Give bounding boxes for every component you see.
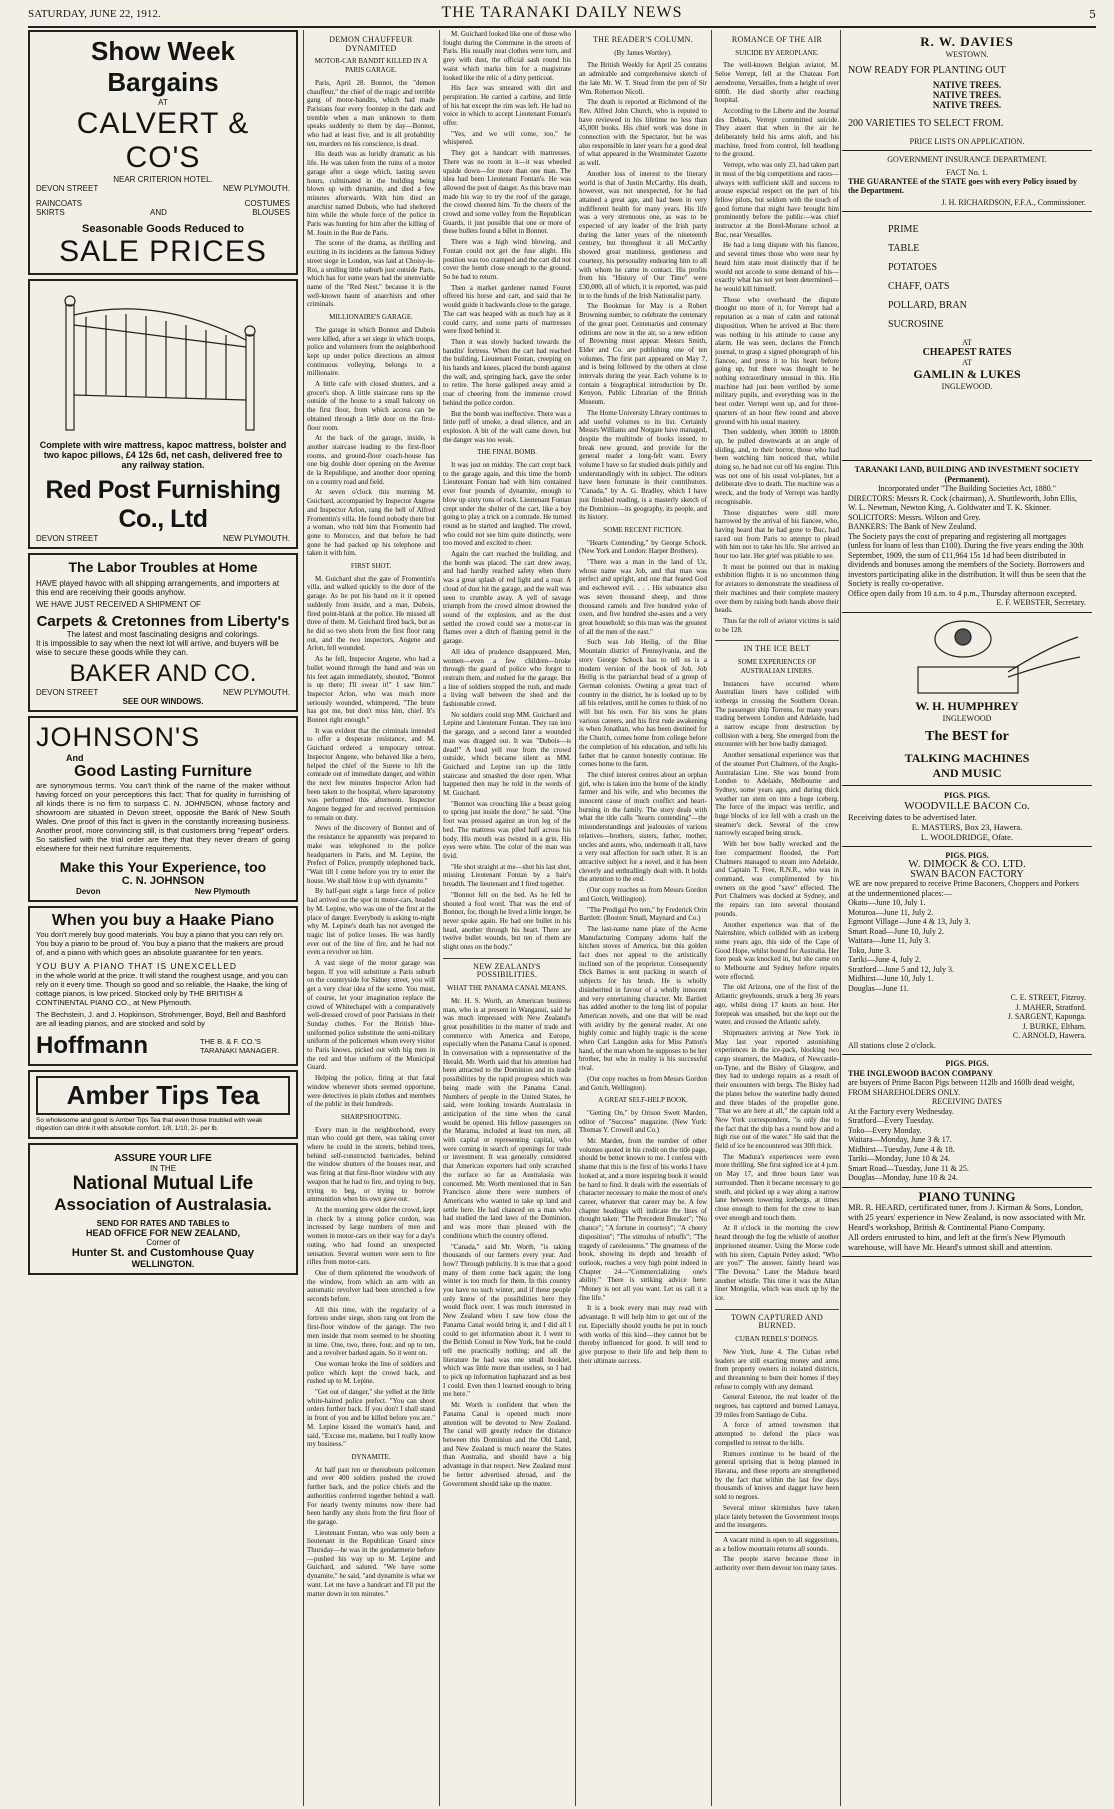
paragraph: All this time, with the regularity of a fortress under siege, shots rang out from the first-floor window of the garage. The two men inside that room seemed to be shooting in time. One, two, three, four, and up to ten, and a revolver barked again. So it went on. <box>307 1305 435 1358</box>
paragraph: The old Arizona, one of the first of the Atlantic greyhounds, struck a berg 36 years ago, whilst doing 17 knots an hour. Her forepeak was smashed, but she kept out the water, and crossed the Atlantic safely. <box>715 983 839 1027</box>
calvert-town: NEW PLYMOUTH. <box>223 184 290 193</box>
johnson-devon: Devon <box>76 887 101 896</box>
article-subheading: CUBAN REBELS' DOINGS. <box>735 1335 819 1344</box>
paragraph: At the back of the garage, inside, is another staircase leading to the first-floor rooms, and ground-floor coach-house has one big double door opening on the Avenue de la Republique, and another door opening on a country road and field. <box>307 434 435 486</box>
insurance-head: GOVERNMENT INSURANCE DEPARTMENT. <box>887 155 1047 164</box>
paragraph: Such was Job Heilig, of the Blue Mountain district of Pennsylvania, and the story George Schock has to tell us is a modern version of the book of Job. Job Heilig is the patriarchal head of a group of German colonists. Owning a great tract of country in the district, he is looked up to by all his relatives, until he comes to think of no will but his own. For his sons he plans various careers, and his first rude awakening is when Jonathan, who has been destined for the Church, comes home from college before the completion of his education, and tells his father that he cannot honestly continue. He comes home to the farm. <box>579 638 707 769</box>
society-body: The Society pays the cost of preparing and registering all mortgages (unless for loans of less than £100). During the five years ending the 30th September, 1909, the sum of £11,964 15s 1d had been distributed in dividends and bonuses among the members of the Society. Borrowers and investors participating alike in the distribution. It will thus be seen that the Society is really co-operative. <box>848 531 1086 588</box>
baker-town: NEW PLYMOUTH. <box>223 688 290 697</box>
national-mutual-advert <box>28 1143 298 1275</box>
item-and: AND <box>150 208 167 217</box>
article-subheading: MILLIONAIRE'S GARAGE. <box>329 313 413 322</box>
davies-tree: NATIVE TREES. <box>932 100 1002 110</box>
calvert-reduced: Seasonable Goods Reduced to <box>82 223 244 235</box>
inglewood-place: Stratford—Every Tuesday. <box>848 1116 934 1125</box>
paragraph: Rumors continue to be heard of the general uprising that is being planned in Havana, and these reports are strengthened by the fact that within the last few days thousands of knives and dagger have been sold to negroes. <box>715 1449 839 1502</box>
paragraph: Every man in the neighborhood, every man who could get there, was taking cover where he could in the streets, behind trees, behind self-constructed barricades, behind the window shutters of the houses near, and was firing at that first-floor window with any weapon that he had to fire, and trying to buy, trying to beg, or trying to borrow ammunition when his own gave out. <box>307 1125 435 1204</box>
johnson-advert <box>28 716 298 902</box>
amber-tips-body: So wholesome and good is Amber Tips Tea that even those troubled with weak digestion can drink it with absolute comfort. 1/8, 1/10, 2/- per lb. <box>36 1117 263 1132</box>
nm-assoc: Association of Australasia. <box>54 1195 272 1214</box>
amber-tips-heading: Amber Tips Tea <box>36 1076 290 1115</box>
paragraph: Shipmasters arriving at New York in May last year reported astonishing experiences in the ice-pack, blocking two cargo steamers, the Madura, of Newcastle-on-Tyne, and the Bisley of Glasgow, and they had to undergo repairs as a result of their encounters with bergs. The Bisley had the plates below the waterline badly dented and three blades of the propeller gone. "That we are here at all," the captain told a New York correspondent, "is only due to the fact that the ship has a round bow and a high rise out of the water." He said that the field of ice he encountered was 30ft thick. <box>715 1028 839 1151</box>
paragraph: Those dispatches were still more harrowed by the arrival of his fiancee, who, having heard that he had gone to Buc, had raced out from Paris to attempt to plead with him not to take his life. She arrived an hour too late. Her grief was pitiable to see. <box>715 508 839 561</box>
article-heading: DEMON CHAUFFEUR DYNAMITED <box>329 35 413 53</box>
masthead-title: THE TARANAKI DAILY NEWS <box>441 4 683 21</box>
davies-place: WESTOWN. <box>945 50 989 59</box>
paragraph: At seven o'clock this morning M. Guichard, accompanied by Inspector Angene and Inspector Arlon, rang the bell of Alfred Fromentin's villa. He found nobody there but a woman, who told him that Fromentin had gone to Morocco, and that before he had gone he had packed up his telephone and taken it with him. <box>307 488 435 558</box>
paragraph: Those who overheard the dispute thought no more of it, for Verrept had a reputation as a man of calm and rational disposition. When he arrived at Buc there was nothing in his attitude to cause any alarm. He was seen, declares the French journal, to grasp a signed photograph of his fiancee, and press it to his heart before going up, but there was thought to be nothing extraordinary unusual in this. His machine had just been verified by some military pupils, and everything was in the best order. Verrept went up, and for three-quarters of an hour flew round and above ground with his usual mastery. <box>715 295 839 426</box>
nm-hunter: Hunter St. and Customhouse Quay <box>71 1247 255 1259</box>
haake-unexcelled: YOU BUY A PIANO THAT IS UNEXCELLED <box>36 961 238 971</box>
column-rule <box>303 30 304 1806</box>
paragraph: A force of armed townsmen that attempted to defend the place was compelled to retreat to the hills. <box>715 1421 839 1447</box>
paragraph: At the morning grew older the crowd, kept in check by a strong police cordon, was increased by large numbers of men and women in motor-cars on their way for a day's outing, who had found an unexpected sensation. Several women were seen to fire rifles from motor-cars. <box>307 1206 435 1267</box>
paragraph: Another experience was that of the Nairnshire, which collided with an iceberg some years ago, this side of the Cape of Good Hope, whilst bound for Australia. Her fore peak was knocked in, but she came on to Melbourne and Sydney before repairs were effected. <box>715 920 839 981</box>
nm-assure: ASSURE YOUR LIFE <box>114 1153 212 1164</box>
carpets-latest: The latest and most fascinating designs and colorings. <box>66 630 260 639</box>
article-heading: IN THE ICE BELT <box>715 640 839 654</box>
gamlin-at: AT <box>962 338 972 347</box>
nm-corner: Corner of <box>146 1238 180 1247</box>
article-heading: TOWN CAPTURED AND BURNED. <box>715 1309 839 1331</box>
davies-advert <box>842 30 1092 151</box>
piano-tuning-body: MR. R. HEARD, certificated tuner, from J. Kirman & Sons, London, with 25 years' experience in New Zealand, is now associated with Mr. Heard's workshop, British & Continental Piano Company. <box>848 1201 1086 1232</box>
hoffmann-brand: Hoffmann <box>36 1032 148 1059</box>
paragraph: With her bow badly wrecked and the fore compartment flooded, the Port Chalmers managed to steam into Adelaide, and Captain T. Free, R.N.R., who was in command, was complimented by his owners on the good "save" effected. The Port Chalmers was docked at Sydney, and the repairs ran into several thousand pounds. <box>715 840 839 918</box>
swan-place: Midhirst—June 10, July 1. <box>848 974 934 983</box>
nm-wellington: WELLINGTON. <box>131 1259 195 1269</box>
paragraph: It was evident that the criminals intended to offer a desperate resistance, and M. Guichard ordered a temporary retreat. Inspector Angene, who behaved like a hero, helped the chief of the Surete to lift the comrade out of immediate danger, and within the next few minutes Inspector Arlon had been taken to the hospital, where laparotomy was performed this afternoon. Inspector Angene begged for and received permission to remain on duty. <box>307 726 435 822</box>
paragraph: His face was smeared with dirt and perspiration. He carried a carbine, and little of his hat except the rim was left. He had no voice in which to accept Lieutenant Fontan's offer. <box>443 84 571 128</box>
pigs-heading: PIGS. PIGS. <box>943 789 991 800</box>
article-heading: NEW ZEALAND'S POSSIBILITIES. <box>443 958 571 980</box>
advertisements-left-column <box>28 30 298 1806</box>
haake-heading: When you buy a Haake Piano <box>51 912 275 929</box>
paragraph: They got a handcart with mattresses. There was no room in it—it was wheeled upside down—for more than one man. The idea had been Lieutenant Fontan's. He was allowed the post of danger. As this brave man made his way to try the roof of the garage, the crowd cheered him. To the cheers of the crowd and some volley from the Republican Guards, it just possible that one or more of these bullets found a billet in Bonnot. <box>443 149 571 236</box>
johnson-owner: C. N. JOHNSON <box>121 875 205 887</box>
swan-place: Smart Road—June 10, July 2. <box>848 926 944 936</box>
inglewood-place: Midhirst—Tuesday, June 4 & 18. <box>848 1144 955 1154</box>
haake-stocked: in the whole world at the price. It will stand the roughest usage, and you can rely on it every time. Though so good and so reliable, the Haake, the king of cottage pianos, is low priced. Stocked only by THE BRITISH & CONTINENTAL PIANO CO., at New Plymouth. <box>36 971 288 1007</box>
paragraph: The Bookman for May is a Robert Browning number, to celebrate the centenary of the great poet. Centenaries and centenary editions are now in the air, so a new edition of Browning must appear. Messrs Smith, Elder and Co. are publishing one of ten volumes. The first part appeared on May 7, and is being followed by the others at close intervals during the year. Each volume is to contain a biographical introduction by Dr. Kenyon, Public Librarian of the British Museum. <box>579 302 707 407</box>
paragraph: "Get out of danger," she yelled at the little white-haired police prefect. "You can shoot orders further back. If you don't I shall stand in front of you and be killed before you are." M. Lepine kissed the woman's hand, and said, "Excuse me, madame, but I really know my business." <box>307 1388 435 1449</box>
paragraph: "There was a man in the land of Uz, whose name was Job, and that man was perfect and upright, and one that feared God and eschewed evil. . . . His substance also was seven thousand sheep, and three thousand camels and five hundred yoke of oxen, and five hundred she-asses and a very great household; so this man was the greatest of all the men of the east." <box>579 558 707 636</box>
paragraph: The death is reported at Richmond of the Rev. Alfred John Church, who is reputed to have reviewed in his lifetime no less than 45,000 books. His chief work was done in connection with the Spectator, but he was also responsible in later years for a good deal of what appeared in the Westminster Gazette as well. <box>579 98 707 168</box>
johnson-experience: Make this Your Experience, too <box>59 859 267 875</box>
johnson-body: are synonymous terms. You can't think of the name of the maker without having forced on your perceptions this fact: That for quality in furnishing of all kinds there is no firm to surpass C. N. JOHNSON, whose factory and showroom are situated in Devon street, opposite the Bank of New South Wales. One proof of this fact is given in the constantly increasing business. Another proof, more convincing still, is that customers bring "repeat" orders. So satisfied with the trial order are they that they never dream of going elsewhere for their next furniture requirements. <box>36 781 290 853</box>
column-rule <box>575 30 576 1806</box>
amber-tips-advert <box>28 1070 298 1139</box>
paragraph: The garage in which Bonnot and Dubois were killed, after a set siege in which troops, police and volunteers from the neighborhood kept up under police directions an almost continuous volleying, belongs to a millionaire. <box>307 325 435 378</box>
davies-ready: NOW READY FOR PLANTING OUT <box>848 65 1006 76</box>
carpets-impossible: It is impossible to say when the next lot will arrive, and buyers will be wise to secure these goods while they can. <box>36 639 279 657</box>
paragraph: All idea of prudence disappeared. Men, women—even a few children—broke through the guard of police who forgot to restrain them, and rushed for the garage. But a line of soldiers stopped the rush, and made a living wall between the shed and the fashionable crowd. <box>443 647 571 709</box>
show-week-heading: Show Week Bargains <box>90 36 235 97</box>
swan-closed: All stations close 2 o'clock. <box>848 1040 936 1050</box>
red-post-firm: Red Post Furnishing Co., Ltd <box>45 476 281 533</box>
article-subheading: DYNAMITE. <box>351 1452 391 1461</box>
baker-firm: BAKER AND CO. <box>69 660 257 687</box>
paragraph: Mr. Marden, from the number of other volumes quoted in his credit on the title page, should be better known to me. I confess with shame that this is the first of his works I have looked at, and a more inspiring book it would be hard to find. It deals with the essentials of character necessary to make the most of one's career, whatever that career may be. A few chapter headings will indicate the lines of thought taken: "The Precedent Breaker"; "No chance"; "A fortune in courtesy"; "A cheery disposition"; "The stimulus of rebuffs"; "The tragedy of carelessness." The greatness of the book, showing its depth and breadth of outlook, reaches a very high point indeed in Chapter 24—"Commercializing one's ability." There is striking advice here: "Money is not all you want. Let us call it a fine life." <box>579 1137 707 1302</box>
society-directors: DIRECTORS: Messrs R. Cock (chairman), A. Shuttleworth, John Ellis, W. L. Newman, Newton King, A. Goldwater and T. K. Skinner. <box>848 493 1077 512</box>
woodville-agent: L. WOOLDRIDGE, Ofate. <box>920 831 1014 842</box>
humphrey-name: W. H. HUMPHREY <box>915 698 1019 713</box>
produce-item: CHAFF, OATS <box>888 281 950 292</box>
paragraph: "Getting On," by Orison Swett Marden, editor of "Success" magazine. (New York: Thomas Y. Crowell and Co.) <box>579 1108 707 1135</box>
swan-agent: J. BURKE, Eltham. <box>1022 1021 1086 1031</box>
paragraph: No soldiers could stop MM. Guichard and Lepine and Lieutenant Fontan. They ran into the garage, and a second later a wounded man was dragged out. It was "Dubois—is dead!" A loud yell rose from the crowd outside, which became silent as MM. Guichard and Lepine ran up the little staircase and smashed the door open. What happened then may be told in the words of M. Guichard. <box>443 710 571 798</box>
davies-name: R. W. DAVIES <box>920 34 1014 49</box>
paragraph: M. Guichard shut the gate of Fromentin's villa, and walked quickly to the door of the garage. As he put his hand on it it opened suddenly from inside, and a man, Dubois, fired point-blank at the police. He missed all three of them. M. Guichard fired back, but as he did so two shots from the first floor rang out, and the two inspectors, Angene and Arlon, fell wounded. <box>307 574 435 653</box>
piano-tuning-heading: PIANO TUNING <box>918 1188 1016 1204</box>
paragraph: According to the Liberte and the Journal des Debats, Verrept committed suicide. They assert that when in the air he deliberately held his arms aloft, and his machine, freed from control, fell headlong to the ground. <box>715 106 839 159</box>
masthead-date: SATURDAY, JUNE 22, 1912. <box>28 8 161 20</box>
woodville-advert <box>842 786 1092 847</box>
insurance-advert <box>842 151 1092 212</box>
produce-item: PRIME <box>888 224 919 235</box>
society-secretary: E. F. WEBSTER, Secretary. <box>996 598 1086 607</box>
calvert-firm: CALVERT & CO'S <box>76 107 250 174</box>
swan-agent: J. SARGENT, Kaponga. <box>1007 1012 1086 1021</box>
masthead <box>28 4 1096 28</box>
paragraph: The British Weekly for April 25 contains an admirable and comprehensive sketch of the late Mr. W. T. Stead from the pen of Sir Wm. Robertson Nicoll. <box>579 61 707 96</box>
paragraph: "He shot straight at me—shot his last shot, missing Lieutenant Fontan by a hair's breadth. The lieutenant and I fired together. <box>443 862 571 889</box>
article-subheading: THE FINAL BOMB. <box>477 448 537 457</box>
hoffmann-agent: THE B. & F. CO.'S TARANAKI MANAGER. <box>200 1037 280 1055</box>
inglewood-firm: THE INGLEWOOD BACON COMPANY <box>848 1068 993 1078</box>
article-readers-column <box>579 30 707 1806</box>
gamlin-at: AT <box>962 358 972 367</box>
paragraph: "Bonnot was crouching like a beast going to spring just inside the door," he said. "One foot was pressed against an iron leg of the bed. The mattress was piled half across his body. His mouth was twisted in a grin. His eyes were white. The color of the man was livid. <box>443 799 571 860</box>
article-subheading: SUICIDE BY AEROPLANE. <box>735 48 819 57</box>
nm-send: SEND FOR RATES AND TABLES to <box>96 1219 230 1228</box>
johnson-np: New Plymouth <box>194 887 250 896</box>
inglewood-place: Smart Road—Tuesday, June 11 & 25. <box>848 1163 969 1173</box>
article-subheading: SOME RECENT FICTION. <box>603 525 683 534</box>
swan-place: Waitara—June 11, July 3. <box>848 936 931 945</box>
humphrey-music: AND MUSIC <box>932 765 1002 780</box>
paragraph: A little cafe with closed shutters, and a grocer's shop. A little staircase runs up the outside of the house to a small balcony on the first floor, from which access can be obtained through a little door on the first-floor room. <box>307 380 435 432</box>
red-post-street: DEVON STREET <box>36 534 99 543</box>
paragraph: (Our copy reaches us from Messrs Gordon and Gotch, Wellington). <box>579 1074 707 1092</box>
article-continued <box>443 30 571 1806</box>
paragraph: As he fell, Inspector Angene, who had a bullet wound through the hand and was on his feet again immediately, shouted, "Bonnot is up there; I'll swear it!" I saw him." Inspector Arlon, who was much more seriously wounded, whimpered, "The brute has got me, but don't miss him, chief. It's Bonnot right enough." <box>307 655 435 725</box>
paragraph: Mr. H. S. Worth, an American business man, who is at present in Wanganui, said he was much impressed with New Zealand's great possibilities in the matter of trade and commerce with America and Europe, especially when the Panama Canal is opened. In conversation with a representative of the Herald, Mr. Worth said that his attention had been attracted to the Dominion and its trade possibilities by the rapid progress which was being made with the Panama Canal. Numbers of people in the United States, he said, were looking towards Australasia in anticipation of the time when the canal would be opened. His fellow passengers on the Marama, included at least ten men, all with capital or representing capital, who were coming in search of openings for trade or investment. It was generally considered that American exporters had only scratched the surface so far as Australasia was concerned. Mr. Worth mentioned that in San Francisco alone there were numbers of Americans who wanted to take up land and settle here. He had chanced on a man who had studied the land laws of the Dominion, and was more than pleased with the conditions which the country offered. <box>443 996 571 1240</box>
paragraph: "Hearts Contending," by George Schock. (New York and London: Harper Brothers). <box>579 538 707 556</box>
gamlin-place: INGLEWOOD. <box>941 382 993 391</box>
davies-varieties: 200 VARIETIES TO SELECT FROM. <box>848 118 1004 129</box>
paragraph: "Canada," said Mr. Worth, "is taking thousands of our farmers every year. And how? Through publicity. It is true that a good many of them come back again; the long winter is too much for them. In this country you have no such winter, and if these people only knew of the possibilities here they would flock over. I was much interested in New Zealand when I saw how close the Panama Canal would bring it, and I did all I could to get information about it. I went to the British Consul in New York, but he could tell me practically nothing; and all the literature he had was one small booklet, which was little more than useless, so I had to pick up information haphazard and as best I could. Even then I learned enough to bring me here." <box>443 1242 571 1399</box>
nm-office: HEAD OFFICE FOR NEW ZEALAND, <box>86 1228 240 1238</box>
article-subheading: SHARPSHOOTING. <box>340 1112 402 1121</box>
pigs-heading: PIGS. PIGS. <box>945 1059 989 1068</box>
swan-place: Moturoa—June 11, July 2. <box>848 907 934 917</box>
paragraph: The well-known Belgian aviator, M. Seloe Verrept, fell at the Chateau Fort aerodrome, Versailles, from a height of over 600ft. He died shortly after reaching hospital. <box>715 61 839 105</box>
paragraph: A vast siege of the motor garage was begun. If you will substitute a Paris suburb on the countryside for Sidney street, you will get a very clear idea of the scene. You must, of course, let your imagination replace the crowd of Whitechapel with a comparatively well-dressed crowd of poor Parisians in their Sunday clothes. For the British blue-uniformed police substitute the semi-military uniform of the policemen whom every visitor to Paris knows, picked out with big men in the red and blue uniform of the Municipal Guard. <box>307 959 435 1072</box>
paragraph: He had a long dispute with his fiancee, and several times those who were near by heard him state most distinctly that if he would not accede to some demand of his—exactly what has not yet been determined—he would kill himself. <box>715 241 839 293</box>
swan-agent: J. MAHER, Stratford. <box>1015 1002 1086 1012</box>
humphrey-advert <box>842 613 1092 786</box>
paragraph: Then it was slowly backed towards the bandits' fortress. When the cart had reached the building, Lieutenant Fontan, creeping on his hands and knees, placed the bomb against the wall, and, springing back, gave the order to retire. The horse galloped away amid a roar of cheering from the immense crowd behind the police cordon. <box>443 337 571 407</box>
paragraph: But the bomb was ineffective. There was a little puff of smoke, a dead silence, and an explosion. A bit of the wall came down, but the danger was too weak. <box>443 409 571 444</box>
paragraph: It must be pointed out that in making exhibition flights it is no uncommon thing for aviators to demonstrate the steadiness of their machines and their complete mastery over them by raising both hands above their heads. <box>715 562 839 615</box>
gamlin-firm: GAMLIN & LUKES <box>913 367 1021 381</box>
paragraph: It is a book every man may read with advantage. It will help him to get out of the rut. Especially should youths be put in touch with works of this kind—they cannot but be thereby influenced for good. It will tend to give purpose to their life and help them to their ultimate success. <box>579 1304 707 1365</box>
swan-factory: SWAN BACON FACTORY <box>910 868 1024 880</box>
paragraph: Instances have occurred where Australian liners have collided with icebergs in crossing the Southern Ocean. The passenger ship Torrens, for many years trading between London and Adelaide, had a narrow escape from destruction by collision with a berg. She emerged from the encounter with her bow badly damaged. <box>715 679 839 749</box>
paragraph: It was just on midday. The cart crept back to the garage again, and this time the bomb Lieutenant Fontan had with him contained over four pounds of dynamite, enough to blow up sixty tons of rock. Lieutenant Fontan crept under the shelter of the cart, like a boy going to play a trick on a comrade. He turned round as he started and laughed. The crowd, who could not see him quite distinctly, were too moved and excited to cheer. <box>443 461 571 548</box>
woodville-receiving: Receiving dates to be advertised later. <box>848 811 977 822</box>
inglewood-place: At the Factory every Wednesday. <box>848 1106 954 1116</box>
paragraph: The Home University Library continues to add useful volumes to its list. Certainly Messrs Williams and Norgate have managed, despite the multitude of books issued, to break new ground, and provide for the general reader a long-felt want. Every volume I have so far studied deals pithily and understandingly with its subject. The editors have been fortunate in their contributors. "Canada," by A. G. Bradley, which I have just finished reading, is a masterly sketch of the Dominion—its geography, its people, and its history. <box>579 408 707 522</box>
swan-agent: C. ARNOLD, Hawera. <box>1012 1031 1086 1040</box>
labor-body: HAVE played havoc with all shipping arrangements, and importers at this end are receiving their goods anyhow. <box>36 579 280 597</box>
insurance-fact: FACT No. 1. <box>946 168 988 177</box>
produce-item: SUCROSINE <box>888 319 944 330</box>
gamlin-advert <box>842 212 1092 461</box>
inglewood-place: Tariki—Monday, June 10 & 24. <box>848 1154 951 1163</box>
inglewood-place: Douglas—Monday, June 10 & 24. <box>848 1173 958 1182</box>
johnson-name: JOHNSON'S <box>36 722 201 752</box>
carpets-heading: Carpets & Cretonnes from Liberty's <box>36 613 290 630</box>
paragraph: Another loss of interest to the literary world is that of Justin McCarthy. His death, however, was not unexpected, for he had attained a great age, and had been in very indifferent health for many years. His life was a very strenuous one, as was to be expected of any leader of the Irish party during the latter years of the nineteenth century, but throughout it all McCarthy showed great manliness, gentleness and courtesy, his personality endearing him to all with whom he came in contact. His profits from his "History of Our Time" were £30,000, all of which, it is reported, was paid in to the funds of the Irish Nationalist party. <box>579 169 707 300</box>
swan-bacon-advert <box>842 847 1092 1056</box>
swan-place: Douglas—June 11. <box>848 983 910 993</box>
item-costumes: COSTUMES <box>244 199 290 208</box>
haake-body: You don't merely buy good materials. You buy a piano that you can rely on. You buy a piano to be proud of. You buy a piano that the makers are proud of, and a piano with which goes an absolute guarantee for ten years. <box>36 930 284 957</box>
paragraph: (Our copy reaches us from Messrs Gordon and Gotch, Wellington). <box>579 886 707 903</box>
paragraph: One woman broke the line of soldiers and police which kept the crowd back, and rushed up to M. Lepine. <box>307 1359 435 1386</box>
society-office: Office open daily from 10 a.m. to 4 p.m., Thursday afternoon excepted. <box>848 588 1077 598</box>
baker-street: DEVON STREET <box>36 688 99 697</box>
society-inc: Incorporated under "The Building Societies Act, 1880." <box>877 484 1057 493</box>
calvert-at: AT <box>158 98 168 107</box>
paragraph: "Bonnot fell on the bed. As he fell he shouted a foul word. That was the end of Bonnot, for, though he lived a little longer, he never spoke again. He had one bullet in his head, another through his heart. There are twelve bullet wounds, but ten of them are slight ones on the body." <box>443 890 571 952</box>
paragraph: Paris, April 28. Bonnot, the "demon chauffeur," the chief of the tragic and terrible gang of motor-bandits, which had made Parisians fear every footstep in the dark and tremble when a man unknown to them speaks suddenly to them by day—Bonnot, who had at least five, and in all probability ten, murders on his conscience, is dead. <box>307 78 435 148</box>
paragraph: At 8 o'clock in the morning the crew heard through the fog the whistle of another imprisoned steamer. Using the Morse code with his siren, Captain Petley asked, "Who are you?" The answer, faintly heard was "The Devona." Later the Madura heard another whistle. This time it was the Allan liner Mongolia, which was stuck up by the ice. <box>715 1224 839 1303</box>
produce-item: POLLARD, BRAN <box>888 300 967 311</box>
paragraph: The last-name name plate of the Acme Manufacturing Company adorns half the kitchen stoves of America, but this golden fact does not appeal to the artistically inclined son of the proprietor. Consequently Dick Barnes is sent packing in search of subjects for his brush. He is wholly disinherited in favour of a wholly innocent and very entertaining character. Mr. Bartlett has added another to the long list of popular American novels, and one that will be read with avidity by the general reader. At one highly comic and highly tragic is the scene when Carl Langdon asks for Miss Patton's hand, of the man whom he supposes to be her brother, but who in reality is his successful rival. <box>579 924 707 1073</box>
haake-makers: The Bechstein, J. and J. Hopkinson, Strohmenger, Boyd, Bell and Bashford are all leading pianos, and are stocked and sold by <box>36 1010 286 1028</box>
swan-place: Okato—June 10, July 1. <box>848 898 926 907</box>
nm-in: IN THE <box>149 1164 177 1173</box>
insurance-sig: J. H. RICHARDSON, F.F.A., Commissioner. <box>941 198 1086 207</box>
article-subheading: WHAT THE PANAMA CANAL MEANS. <box>447 984 567 993</box>
davies-tree: NATIVE TREES. <box>932 80 1002 90</box>
column-rule <box>840 30 841 1806</box>
haake-piano-advert <box>28 906 298 1066</box>
swan-place: Stratford—June 5 and 12, July 3. <box>848 964 954 974</box>
red-post-advert <box>28 279 298 549</box>
piano-tuning-orders: All orders entrusted to him, and left at the firm's New Plymouth warehouse, will have Mr. Heard's utmost skill and attention. <box>848 1231 1066 1252</box>
column-rule <box>439 30 440 1806</box>
swan-agent: C. E. STREET, Fitzroy. <box>1010 993 1086 1002</box>
woodville-firm: WOODVILLE BACON Co. <box>904 799 1030 812</box>
woodville-agent: E. MASTERS, Box 23, Hawera. <box>911 821 1023 832</box>
paragraph: The Madura's experiences were even more thrilling. She first sighted ice at 4 p.m. on May 17, and three hours later was surrounded. Then it became necessary to go south, and picked up a way along a narrow lane between towering icebergs, at times close enough to them for the crew to lean over enough and touch them. <box>715 1152 839 1222</box>
insurance-body: THE GUARANTEE of the STATE goes with every Policy issued by the Department. <box>848 177 1078 195</box>
produce-item: TABLE <box>888 243 920 254</box>
column-rule <box>711 30 712 1806</box>
paragraph: The scene of the drama, as thrilling and exciting in its incidents as the famous Sidney street siege in London, was laid at Choisy-le-Roi, a smiling little suburb just outside Paris, which has for some years had the unenviable name of the "Red Nest," because it is the well-known haunt of anarchists and other criminals. <box>307 239 435 309</box>
swan-body: WE are now prepared to receive Prime Baconers, Choppers and Porkers at the undermentioned places:— <box>848 879 1079 898</box>
item-skirts: SKIRTS <box>36 208 65 217</box>
calvert-street: DEVON STREET <box>36 184 99 193</box>
humphrey-place: INGLEWOOD <box>942 713 992 723</box>
inglewood-place: Toko—Every Monday. <box>848 1125 922 1135</box>
article-subheading: MOTOR-CAR BANDIT KILLED IN A PARIS GARAGE. <box>314 57 428 75</box>
paragraph: Again the cart reached the building, and the bomb was placed. The cart drew away, and had hardly reached safety when there was a great splash of red light and a roar. A cloud of dust hit the garage, and the wall was seen to crumble away. A yell of savage triumph from the crowd almost drowned the sound of the explosion, and as the dust settled the crowd could see a motor-car in flames over a ditch of flaming petrol in the garage. <box>443 550 571 646</box>
paragraph: Verrept, who was only 23, had taken part in most of the big competitions and races—always with sufficient skill and success to arouse especial respect on the part of his fellow pilots, but seldom with the touch of good fortune that might have brought him prominently before the public—was chief instructor at the Borel-Morane school at Buc, near Versailles. <box>715 161 839 239</box>
paragraph: The people starve because those in authority over them devour too many taxes. <box>715 1555 839 1573</box>
gamlin-rates: CHEAPEST RATES <box>922 347 1012 358</box>
produce-item: POTATOES <box>888 262 938 273</box>
article-subheading: SOME EXPERIENCES OF AUSTRALIAN LINERS. <box>737 658 817 675</box>
humphrey-best: The BEST for <box>925 728 1009 744</box>
bed-illustration <box>36 285 292 435</box>
inglewood-body: are buyers of Prime Bacon Pigs between 112lb and 160lb dead weight, FROM SHAREHOLDERS ONLY. <box>848 1078 1075 1097</box>
paragraph: At half past ten or thereabouts policemen and over 400 soldiers pushed the crowd further back, and the police chiefs and the authorities conferred together behind a wall. For nearly twenty minutes now there had been hardly any shots from the first floor of the garage. <box>307 1465 435 1526</box>
pigs-heading: PIGS. PIGS. <box>945 850 989 860</box>
swan-place: Toko, June 3. <box>848 945 891 955</box>
johnson-and: And <box>66 753 84 763</box>
red-post-town: NEW PLYMOUTH. <box>223 534 290 543</box>
article-subheading: A GREAT SELF-HELP BOOK. <box>598 1096 688 1105</box>
davies-tree: NATIVE TREES. <box>932 90 1002 100</box>
piano-tuning-advert <box>842 1188 1092 1257</box>
paragraph: Then suddenly, when 3000ft to 1800ft up, he pulled downwards at an angle of sliding, and, to their horror, those who had been watching him noticed that, whilst doing so, he had not cut off his engine. This was not one of his usual vol-planes, but a deliberate dive to death. The machine was a wreck, and the body of Verrept was hardly recognisable. <box>715 428 839 506</box>
paragraph: Mr. Worth is confident that when the Panama Canal is opened much more attention will be devoted to New Zealand. The canal will greatly reduce the distance between this Dominion and the Old Land, and New Zealand is much nearer the States than Australia, and should have a big advantage in that respect. New Zealand must be better advertised abroad, and the Government should take up the matter. <box>443 1401 571 1488</box>
swan-place: Egmont Village—June 4 & 13, July 3. <box>848 917 971 926</box>
page-number: 5 <box>1089 8 1096 21</box>
calvert-advert <box>28 30 298 275</box>
calvert-sale: SALE PRICES <box>59 235 267 268</box>
paragraph: Thus far the roll of aviator victims is said to be 128. <box>715 617 839 634</box>
inglewood-days: RECEIVING DATES <box>932 1097 1002 1106</box>
article-byline: (By James Wortley). <box>614 48 672 57</box>
paragraph: News of the discovery of Bonnot and of the resistance he apparently was prepared to make was telephoned to the police headquarters in Paris, and M. Lepine, the Prefect of Police, promptly telephoned back, "Wait till I come before you try to enter the house. We shall blow it up with dynamite." <box>307 824 435 885</box>
paragraph: The chief interest centres about an orphan girl, who is taken into the home of the kindly farmer and his wife, and who becomes the innocent cause of much conflict and heart-burning in the family. The story deals with what the title calls "hearts contending"—the misunderstandings and jealousies of various relatives—brothers, sisters, father, mother, uncles and aunts, who, underneath it all, have a very real affection for each other. It is an attractive subject for a novel, and it has been cleverly and enthrallingly dealt with. It holds the attention to the end. <box>579 770 707 884</box>
johnson-furniture: Good Lasting Furniture <box>74 763 252 780</box>
baker-advert <box>28 553 298 712</box>
paragraph: New York, June 4. The Cuban rebel leaders are still exacting money and arms from property owners in isolated districts, and threatening to burn their homes if they refuse to comply with any demand. <box>715 1347 839 1391</box>
article-heading: ROMANCE OF THE AIR <box>731 35 823 44</box>
item-blouses: BLOUSES <box>252 208 290 217</box>
article-heading: THE READER'S COLUMN. <box>592 35 694 44</box>
society-bankers: BANKERS: The Bank of New Zealand. <box>848 522 977 531</box>
advertisements-right-column <box>842 30 1092 1806</box>
humphrey-talking: TALKING MACHINES <box>904 750 1030 765</box>
article-subheading: FIRST SHOT. <box>350 562 392 571</box>
society-head: TARANAKI LAND, BUILDING AND INVESTMENT SOCIETY (Permanent). <box>854 465 1080 484</box>
labor-troubles-heading: The Labor Troubles at Home <box>68 559 258 575</box>
paragraph: There was a high wind blowing, and Fontan could not get the fuse alight. His position was too cramped and the cart did not cover the bomb close enough to the ground. So he had to return. <box>443 238 571 281</box>
gramophone-illustration <box>848 617 1086 697</box>
paragraph: His death was as luridly dramatic as his life. He was taken from the ruins of a motor garage after a siege which, lasting seven hours, culminated in the building being blown up with dynamite, and died a few minutes afterwards. With him died an anarchist named Dubois, who had sheltered him while the whole force of the police in Paris was hunting for him after the killing of M. Jouin in the Rue de Paris. <box>307 150 435 237</box>
society-solicitors: SOLICITORS: Messrs. Wilson and Grey. <box>848 512 981 522</box>
inglewood-place: Waitara—Monday, June 3 & 17. <box>848 1135 952 1144</box>
paragraph: One of them splintered the woodwork of the window, from which an arm with an automatic revolver had been stretched a few seconds before. <box>307 1268 435 1304</box>
paragraph: Another sensational experience was that of the steamer Port Chalmers, of the Anglo-Australasian Line. She was bound from London to Adelaide, Melbourne and Sydney, some years ago, and during thick weather ran stem on into a huge iceberg. The force of the impact was terrific, and huge blocks of ice fell with a crash on the steamer's deck. Several of the crew narrowly escaped being struck. <box>715 751 839 838</box>
paragraph: Several minor skirmishes have taken place lately between the Government troops and the insurgents. <box>715 1503 839 1530</box>
dimock-firm: W. DIMOCK & CO. LTD. <box>908 858 1026 870</box>
building-society-advert <box>842 461 1092 613</box>
swan-place: Tariki—June 4, July 2. <box>848 955 921 964</box>
paragraph: Lieutenant Fontan, who was only been a lieutenant in the Republican Guard since Thursday—he was in the gendarmerie before—pushed his way up to M. Lepine and Guichard, and saluted. "We have some dynamite," he said, "and dynamite is what we want. Let me have a handcart and I'll put the matter down in ten minutes." <box>307 1528 435 1598</box>
paragraph: A vacant mind is open to all suggestions, as a hollow mountain returns all sounds. <box>715 1532 839 1553</box>
bed-caption: Complete with wire mattress, kapoc mattress, bolster and two kapoc pillows, £4 12s 6d, net cash, delivered free to any railway station. <box>39 440 287 470</box>
item-raincoats: RAINCOATS <box>36 199 83 208</box>
paragraph: General Estenoz, the real leader of the negroes, has captured and burned Lamaya, 39 miles from Santiago de Cuba. <box>715 1393 839 1419</box>
article-demon-chauffeur <box>307 30 435 1806</box>
paragraph: By half-past eight a large force of police had arrived on the spot in motor-cars, headed by M. Lepine, who was one of the first at the place of danger. Everybody is asking to-night why M. Lepine's death has not avenged the tragic list of police losses. He was hardly ever out of the line of fire, and he had not even a revolver on him. <box>307 887 435 957</box>
baker-windows: SEE OUR WINDOWS. <box>122 697 204 706</box>
paragraph: Then a market gardener named Fouret offered his horse and cart, and said that he would guide it backwards close to the garage. The cart was heaped with as much hay as it could carry, and some parts of mattresses were fixed behind it. <box>443 283 571 336</box>
paragraph: Helping the police, firing at that fatal window whenever shots seemed opportune, were detectives in plain clothes and members of the public in their hundreds. <box>307 1074 435 1109</box>
inglewood-bacon-advert <box>842 1055 1092 1188</box>
labor-received: WE HAVE JUST RECEIVED A SHIPMENT OF <box>36 600 201 609</box>
nm-name: National Mutual Life <box>72 1173 254 1194</box>
paragraph: "Yes, and we will come, too," he whispered. <box>443 129 571 147</box>
davies-price: PRICE LISTS ON APPLICATION. <box>909 137 1025 146</box>
calvert-near: NEAR CRITERION HOTEL. <box>113 175 213 184</box>
article-romance-of-air <box>715 30 839 1806</box>
paragraph: M. Guichard looked like one of those who fought during the Commune in the streets of Paris. His usually neat clothes were torn, and grey with dust, the official sash round his waist which marks him for a magistrate looked like the relic of a dirty petticoat. <box>443 30 571 82</box>
paragraph: "The Prodigal Pro tem," by Frederick Orin Bartlett: (Boston: Small, Maynard and Co.) <box>579 905 707 923</box>
